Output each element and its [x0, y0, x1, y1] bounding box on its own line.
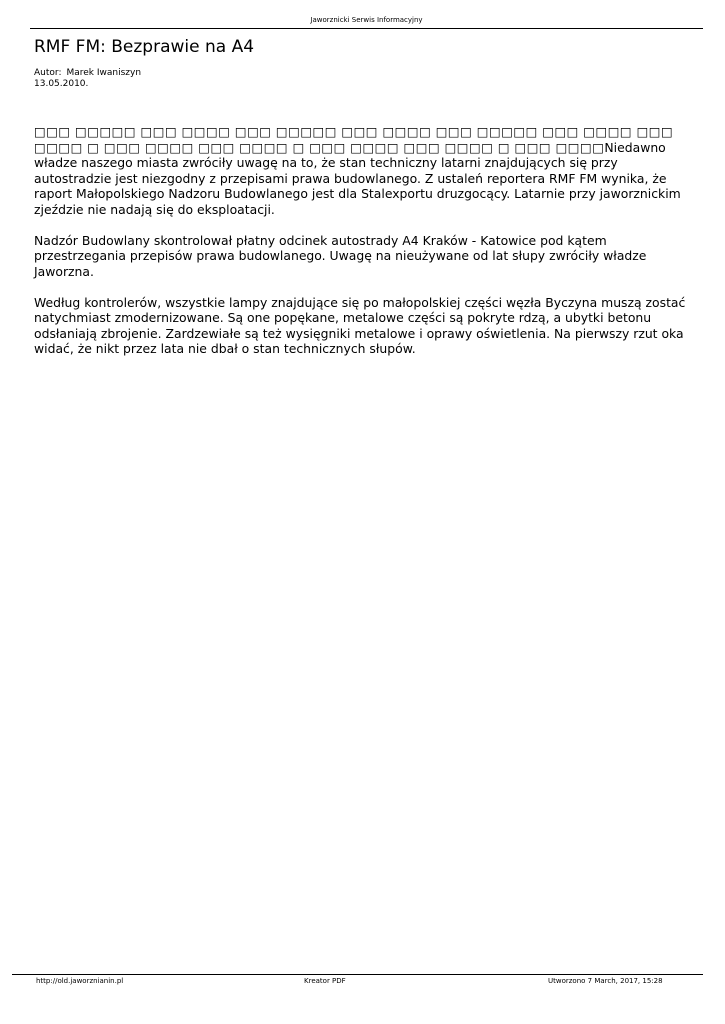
footer-divider	[12, 974, 703, 975]
paragraph-1-text: Niedawno władze naszego miasta zwróciły uwagę na to, że stan techniczny latarni znajdujących się przy autostradzie jest niezgodny z przepisami prawa budowlanego. Z ustaleń reportera RMF FM wynika, że raport Małopolskiego Nadzoru Budowlanego jest dla Stalexportu druzgocący. Latarnie przy jaworznickim zjeździe nie nadają się do eksploatacji.	[34, 139, 681, 217]
article-paragraph-1	[34, 124, 689, 217]
missing-glyphs-text: □□□ □□□□□ □□□ □□□□ □□□ □□□□□ □□□ □□□□ □□□ □□□□□ □□□ □□□□ □□□ □□□□ □ □□□ □□□□ □□□ □□□□ □ □□□ □□□□ □□□ □□□□ □ □□□ □□□□	[34, 124, 674, 155]
author-name: Marek Iwaniszyn	[66, 68, 142, 78]
footer-url: http://old.jaworznianin.pl	[36, 977, 124, 985]
article-meta	[34, 68, 141, 90]
author-line	[34, 68, 141, 79]
footer-created-date: Utworzono 7 March, 2017, 15:28	[548, 977, 663, 985]
site-header: Jaworznicki Serwis Informacyjny	[310, 16, 423, 24]
footer-generator: Kreator PDF	[304, 977, 346, 985]
header-divider	[30, 28, 703, 29]
article-date: 13.05.2010.	[34, 79, 89, 89]
author-label: Autor:	[34, 68, 62, 78]
article-body	[34, 124, 689, 372]
article-title: RMF FM: Bezprawie na A4	[34, 37, 255, 57]
article-paragraph-2: Nadzór Budowlany skontrolował płatny odcinek autostrady A4 Kraków - Katowice pod kątem przestrzegania przepisów prawa budowlanego. Uwagę na nieużywane od lat słupy zwróciły władze Jaworzna.	[34, 232, 647, 279]
article-paragraph-3: Według kontrolerów, wszystkie lampy znajdujące się po małopolskiej części węzła Byczyna muszą zostać natychmiast zmodernizowane. Są one popękane, metalowe części są pokryte rdzą, a ubytki betonu odsłaniają zbrojenie. Zardzewiałe są też wysięgniki metalowe i oprawy oświetlenia. Na pierwszy rzut oka widać, że nikt przez lata nie dbał o stan technicznych słupów.	[34, 294, 686, 356]
